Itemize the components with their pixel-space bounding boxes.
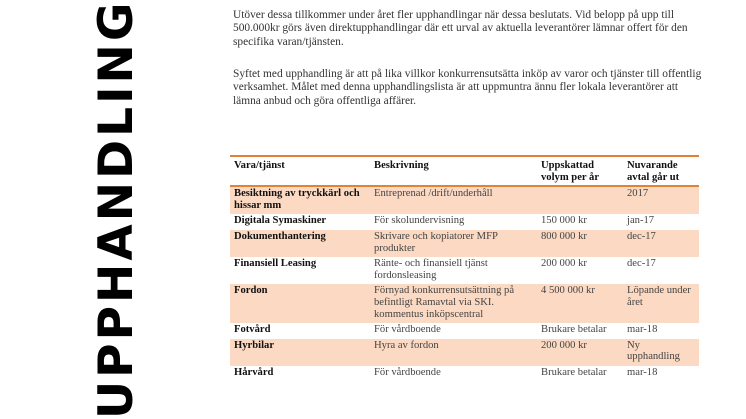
cell-beskrivning: Förnyad konkurrensutsättning på befintligt Ramavtal via SKI. kommentus inköpscentral — [370, 284, 537, 323]
cell-volym: Brukare betalar — [541, 324, 607, 336]
table-row — [230, 257, 699, 284]
cell-beskrivning: För skolundervisning — [374, 215, 465, 227]
cell-beskrivning: Skrivare och kopiatorer MFP produkter — [370, 230, 537, 257]
cell-volym: 4 500 000 kr — [537, 284, 623, 323]
table-row — [230, 323, 699, 339]
header-vara: Vara/tjänst — [234, 160, 285, 171]
cell-vara: Dokumenthantering — [230, 230, 370, 257]
cell-volym: 200 000 kr — [541, 258, 587, 270]
table-row — [230, 284, 699, 323]
cell-beskrivning: För vårdboende — [374, 324, 441, 336]
cell-volym: 150 000 kr — [541, 215, 587, 227]
cell-avtal: jan-17 — [627, 215, 655, 227]
cell-avtal: Ny upphandling — [623, 339, 699, 366]
cell-vara: Fotvård — [234, 324, 271, 336]
table-row — [230, 230, 699, 257]
table-header-row — [230, 156, 699, 186]
cell-avtal: dec-17 — [627, 258, 656, 270]
header-volym: Uppskattad volym per år — [541, 160, 600, 183]
cell-vara: Fordon — [230, 284, 370, 323]
cell-vara: Finansiell Leasing — [234, 258, 317, 270]
procurement-table — [230, 155, 699, 382]
table-row — [230, 366, 699, 382]
table-row — [230, 339, 699, 366]
cell-beskrivning: För vårdboende — [374, 366, 441, 378]
cell-avtal: Löpande under året — [623, 284, 699, 323]
cell-vara: Hårvård — [234, 366, 274, 378]
header-beskrivning: Beskrivning — [374, 160, 429, 171]
cell-volym: Brukare betalar — [541, 366, 607, 378]
table-row — [230, 186, 699, 214]
intro-paragraph: Utöver dessa tillkommer under året fler upphandlingar när dessa beslutats. Vid belopp på upp till 500.000kr görs även direktupphandlingar där ett urval av aktuella leverantörer lämnar offert för den specifika varan/tjänsten. — [233, 9, 688, 48]
cell-vara: Digitala Symaskiner — [234, 215, 327, 227]
cell-beskrivning: Hyra av fordon — [370, 339, 537, 366]
cell-avtal: mar-18 — [627, 366, 658, 378]
cell-avtal: dec-17 — [623, 230, 699, 257]
page-title: UPPHANDLING — [89, 0, 144, 419]
header-avtal: Nuvarande avtal går ut — [627, 160, 680, 183]
cell-avtal: mar-18 — [627, 324, 658, 336]
cell-vara: Hyrbilar — [230, 339, 370, 366]
cell-vara: Besiktning av tryckkärl och hissar mm — [230, 186, 370, 214]
cell-avtal: 2017 — [623, 186, 699, 214]
cell-beskrivning: Entreprenad /drift/underhåll — [370, 186, 537, 214]
cell-volym — [537, 186, 623, 214]
purpose-paragraph: Syftet med upphandling är att på lika villkor konkurrensutsätta inköp av varor och tjänster till offentlig verksamhet. Målet med denna upphandlingslista är att uppmuntra ännu fler lokala leverantörer att lämna anbud och göra offentliga affärer. — [233, 68, 702, 107]
cell-volym: 800 000 kr — [537, 230, 623, 257]
cell-volym: 200 000 kr — [537, 339, 623, 366]
table-row — [230, 214, 699, 230]
cell-beskrivning: Ränte- och finansiell tjänst fordonsleasing — [374, 258, 488, 281]
